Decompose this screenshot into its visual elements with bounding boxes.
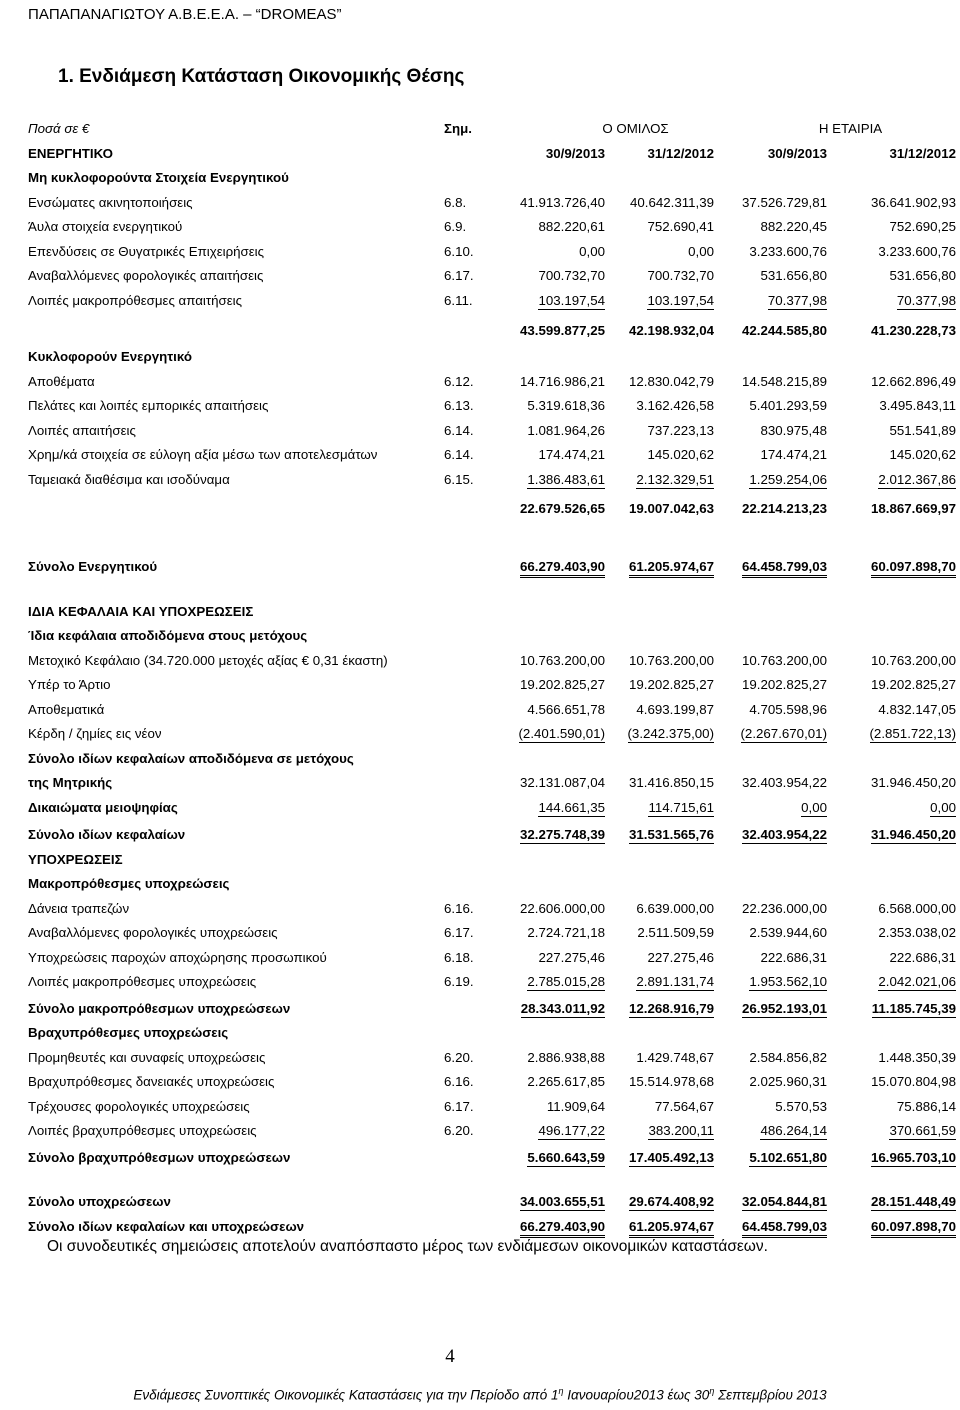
section-heading [28, 625, 960, 650]
value-cell: 103.197,54 [647, 292, 714, 308]
longterm-heading: Μακροπρόθεσμες υποχρεώσεις [28, 876, 230, 891]
value-cell: 12.830.042,79 [628, 373, 714, 389]
value-cell: 1.429.748,67 [636, 1049, 714, 1065]
table-row [28, 290, 960, 315]
row-note: 6.16. [444, 1074, 474, 1089]
footer-sup-2: η [709, 1386, 715, 1396]
table-row [28, 216, 960, 241]
table-row [28, 1071, 960, 1096]
value-cell: 4.705.598,96 [749, 701, 827, 717]
row-label: Λοιπές μακροπρόθεσμες υποχρεώσεις [28, 974, 257, 989]
balance-sheet-table [28, 118, 960, 1240]
row-note: 6.10. [444, 243, 474, 259]
subtotal-cell: 31.946.450,20 [870, 827, 956, 842]
row-label: Λοιπές απαιτήσεις [28, 422, 136, 438]
value-cell: 2.724.721,18 [527, 925, 605, 940]
value-cell: (2.401.590,01) [518, 726, 605, 741]
section-heading [28, 1022, 960, 1047]
value-cell: 32.131.087,04 [519, 775, 605, 790]
header-row [28, 118, 960, 143]
value-cell: 10.763.200,00 [741, 652, 827, 668]
value-cell: 11.909,64 [546, 1098, 605, 1114]
value-cell: 144.661,35 [538, 799, 605, 815]
total-row [28, 1191, 960, 1216]
row-note: 6.14. [444, 422, 474, 438]
value-cell: 3.162.426,58 [636, 398, 714, 413]
value-cell: 1.386.483,61 [527, 471, 605, 487]
footer-text-2: Ιανουαρίου2013 έως 30 [563, 1387, 710, 1403]
group-header: Ο ΟΜΙΛΟΣ [602, 121, 669, 136]
total-cell: 66.279.403,90 [520, 559, 605, 578]
subtotal-cell: 12.268.916,79 [628, 1000, 714, 1016]
footer-text-1: Ενδιάμεσες Συνοπτικές Οικονομικές Καταστάσεις για την Περίοδο από 1 [133, 1387, 559, 1403]
value-cell: 2.584.856,82 [749, 1049, 827, 1065]
row-label: Αναβαλλόμενες φορολογικές υποχρεώσεις [28, 925, 278, 940]
total-cell: 28.151.448,49 [870, 1194, 956, 1209]
value-cell: 0,00 [579, 243, 605, 259]
value-cell: 75.886,14 [896, 1098, 956, 1114]
value-cell: 6.639.000,00 [636, 900, 714, 916]
subtotal-row [28, 1147, 960, 1172]
total-row [28, 556, 960, 581]
value-cell: 2.785.015,28 [527, 974, 605, 989]
company-header: Η ΕΤΑΙΡΙΑ [818, 121, 883, 136]
longterm-total-label: Σύνολο μακροπρόθεσμων υποχρεώσεων [28, 1000, 291, 1016]
value-cell: 551.541,89 [889, 422, 956, 438]
value-cell: 383.200,11 [648, 1123, 714, 1138]
value-cell: 70.377,98 [767, 292, 827, 308]
spacer [28, 1171, 960, 1191]
value-cell: 70.377,98 [896, 292, 956, 308]
value-cell: 114.715,61 [648, 799, 714, 815]
subtotal-cell: 17.405.492,13 [628, 1149, 714, 1165]
footer-sup-1: η [558, 1386, 564, 1396]
table-row [28, 469, 960, 494]
subtotal-row [28, 320, 960, 346]
subtotal-cell: 5.660.643,59 [527, 1149, 605, 1165]
liabilities-heading: ΥΠΟΧΡΕΩΣΕΙΣ [28, 851, 123, 867]
value-cell: 700.732,70 [538, 268, 605, 283]
row-note: 6.20. [444, 1123, 474, 1138]
minority-label: Δικαιώματα μειοψηφίας [28, 799, 178, 815]
value-cell: 3.233.600,76 [878, 243, 956, 259]
value-cell: 22.606.000,00 [519, 900, 605, 916]
table-row [28, 241, 960, 266]
total-cell: 61.205.974,67 [629, 1219, 714, 1238]
row-note: 6.12. [444, 373, 474, 389]
row-note: 6.8. [444, 194, 467, 210]
value-cell: 370.661,59 [889, 1123, 956, 1138]
value-cell: 882.220,61 [538, 219, 605, 234]
amounts-in-label: Ποσά σε € [28, 121, 90, 136]
table-row [28, 1047, 960, 1072]
footer-text-3: Σεπτεμβρίου 2013 [714, 1387, 827, 1403]
row-note: 6.17. [444, 925, 474, 940]
value-cell: 10.763.200,00 [870, 652, 956, 668]
value-cell: 882.220,45 [760, 219, 827, 234]
value-cell: 145.020,62 [889, 447, 956, 462]
value-cell: 2.025.960,31 [749, 1074, 827, 1089]
row-note: 6.13. [444, 398, 474, 413]
value-cell: 10.763.200,00 [628, 652, 714, 668]
table-row [28, 395, 960, 420]
row-note: 6.16. [444, 900, 474, 916]
value-cell: 1.259.254,06 [749, 471, 827, 487]
section-heading [28, 601, 960, 626]
value-cell: 531.656,80 [889, 268, 956, 283]
current-heading: Κυκλοφορούν Ενεργητικό [28, 349, 192, 364]
date-header-row [28, 143, 960, 168]
value-cell: 0,00 [801, 799, 827, 815]
value-cell: 531.656,80 [760, 268, 827, 283]
value-cell: 19.202.825,27 [741, 677, 827, 692]
subtotal-row [28, 824, 960, 849]
total-cell: 60.097.898,70 [871, 559, 956, 578]
page-title: 1. Ενδιάμεση Κατάσταση Οικονομικής Θέσης [58, 66, 465, 87]
value-cell: 4.566.651,78 [527, 701, 605, 717]
row-label: Τρέχουσες φορολογικές υποχρεώσεις [28, 1098, 250, 1114]
value-cell: 14.716.986,21 [519, 373, 605, 389]
value-cell: 737.223,13 [647, 422, 714, 438]
equity-heading: ΙΔΙΑ ΚΕΦΑΛΑΙΑ ΚΑΙ ΥΠΟΧΡΕΩΣΕΙΣ [28, 603, 254, 619]
row-label: Μετοχικό Κεφάλαιο (34.720.000 μετοχές αξίας € 0,31 έκαστη) [28, 652, 388, 668]
value-cell: 222.686,31 [889, 949, 956, 965]
row-label: Υπέρ το Άρτιο [28, 677, 111, 692]
value-cell: 41.913.726,40 [519, 194, 605, 210]
row-label: Αναβαλλόμενες φορολογικές απαιτήσεις [28, 268, 264, 283]
value-cell: 31.946.450,20 [870, 775, 956, 790]
subtotal-row [28, 772, 960, 797]
subtotal-cell: 31.531.565,76 [628, 827, 714, 842]
value-cell: 31.416.850,15 [628, 775, 714, 790]
value-cell: 4.832.147,05 [878, 701, 956, 717]
value-cell: 2.886.938,88 [527, 1049, 605, 1065]
shortterm-total-label: Σύνολο βραχυπρόθεσμων υποχρεώσεων [28, 1149, 291, 1165]
row-note: 6.17. [444, 268, 474, 283]
section-heading [28, 849, 960, 874]
total-liabilities-label: Σύνολο υποχρεώσεων [28, 1194, 171, 1209]
value-cell: 2.511.509,59 [637, 925, 714, 940]
shortterm-heading: Βραχυπρόθεσμες υποχρεώσεις [28, 1025, 229, 1040]
subtotal-cell: 42.198.932,04 [628, 323, 714, 338]
row-label: Προμηθευτές και συναφείς υποχρεώσεις [28, 1049, 266, 1065]
noncurrent-heading: Μη κυκλοφορούντα Στοιχεία Ενεργητικού [28, 170, 289, 185]
value-cell: 174.474,21 [538, 447, 605, 462]
total-equity-liabilities-label: Σύνολο ιδίων κεφαλαίων και υποχρεώσεων [28, 1218, 305, 1234]
value-cell: 1.081.964,26 [527, 422, 605, 438]
value-cell: 0,00 [688, 243, 714, 259]
value-cell: 486.264,14 [760, 1123, 827, 1138]
table-row [28, 971, 960, 996]
subtotal-label-row [28, 748, 960, 773]
total-cell: 32.054.844,81 [741, 1194, 827, 1209]
value-cell: 19.202.825,27 [628, 677, 714, 692]
subtotal-cell: 28.343.011,92 [520, 1000, 605, 1016]
subtotal-cell: 22.679.526,65 [519, 501, 605, 516]
value-cell: 3.495.843,11 [879, 398, 956, 413]
value-cell: 6.568.000,00 [878, 900, 956, 916]
row-note: 6.11. [444, 292, 473, 308]
table-row [28, 420, 960, 445]
row-label: Υποχρεώσεις παροχών αποχώρησης προσωπικού [28, 949, 327, 965]
row-label: Ενσώματες ακινητοποιήσεις [28, 194, 193, 210]
total-cell: 61.205.974,67 [629, 559, 714, 578]
value-cell: 1.953.562,10 [749, 974, 827, 989]
row-note: 6.9. [444, 219, 467, 234]
table-row [28, 898, 960, 923]
value-cell: 19.202.825,27 [519, 677, 605, 692]
value-cell: 2.353.038,02 [878, 925, 956, 940]
value-cell: 22.236.000,00 [741, 900, 827, 916]
value-cell: 77.564,67 [654, 1098, 714, 1114]
total-cell: 29.674.408,92 [628, 1194, 714, 1209]
value-cell: 12.662.896,49 [870, 373, 956, 389]
page-number: 4 [445, 1346, 455, 1367]
row-note: 6.19. [444, 974, 474, 989]
value-cell: 5.401.293,59 [749, 398, 827, 413]
table-row [28, 1096, 960, 1121]
value-cell: 14.548.215,89 [741, 373, 827, 389]
date-header: 31/12/2012 [889, 145, 956, 161]
value-cell: 2.891.131,74 [636, 974, 714, 989]
value-cell: 227.275,46 [647, 949, 714, 965]
subtotal-row [28, 998, 960, 1023]
value-cell: 2.539.944,60 [749, 925, 827, 940]
value-cell: 0,00 [930, 799, 956, 815]
total-row [28, 1216, 960, 1241]
row-label: Λοιπές βραχυπρόθεσμες υποχρεώσεις [28, 1123, 257, 1138]
table-row [28, 922, 960, 947]
table-row [28, 650, 960, 675]
value-cell: (3.242.375,00) [627, 726, 714, 741]
section-heading [28, 873, 960, 898]
row-label: Αποθέματα [28, 373, 95, 389]
value-cell: 5.570,53 [775, 1098, 827, 1114]
row-note: 6.18. [444, 949, 474, 965]
subtotal-cell: 5.102.651,80 [749, 1149, 827, 1165]
date-header: 30/9/2013 [545, 145, 605, 161]
value-cell: (2.267.670,01) [740, 726, 827, 741]
subtotal-cell: 18.867.669,97 [870, 501, 956, 516]
assets-heading: ΕΝΕΡΓΗΤΙΚΟ [28, 145, 113, 161]
table-row [28, 699, 960, 724]
subtotal-cell: 11.185.745,39 [871, 1000, 956, 1016]
value-cell: 3.233.600,76 [749, 243, 827, 259]
total-cell: 64.458.799,03 [742, 1219, 827, 1238]
row-label: Αποθεματικά [28, 701, 105, 717]
row-label: Κέρδη / ζημίες εις νέον [28, 726, 162, 741]
value-cell: 752.690,25 [889, 219, 956, 234]
value-cell: 2.042.021,06 [878, 974, 956, 989]
table-row [28, 265, 960, 290]
subtotal-cell: 43.599.877,25 [519, 323, 605, 338]
parent-equity-label: Σύνολο ιδίων κεφαλαίων αποδιδόμενα σε μετόχους [28, 750, 354, 766]
table-row [28, 192, 960, 217]
table-row [28, 1120, 960, 1145]
section-heading [28, 167, 960, 192]
row-note: 6.15. [444, 471, 474, 487]
row-label: Επενδύσεις σε Θυγατρικές Επιχειρήσεις [28, 243, 265, 259]
total-cell: 66.279.403,90 [520, 1219, 605, 1238]
value-cell: 227.275,46 [538, 949, 605, 965]
footnote: Οι συνοδευτικές σημειώσεις αποτελούν αναπόσπαστο μέρος των ενδιάμεσων οικονομικών καταστάσεων. [47, 1238, 768, 1255]
value-cell: 37.526.729,81 [741, 194, 827, 210]
row-label: Άυλα στοιχεία ενεργητικού [28, 219, 183, 234]
subtotal-cell: 19.007.042,63 [628, 501, 714, 516]
value-cell: 36.641.902,93 [870, 194, 956, 210]
parent-equity-label-2: της Μητρικής [28, 775, 113, 790]
row-note: 6.14. [444, 447, 474, 462]
table-row [28, 444, 960, 469]
row-label: Πελάτες και λοιπές εμπορικές απαιτήσεις [28, 398, 269, 413]
value-cell: (2.851.722,13) [869, 726, 956, 741]
value-cell: 830.975,48 [760, 422, 827, 438]
equity-total-label: Σύνολο ιδίων κεφαλαίων [28, 827, 186, 842]
subtotal-row [28, 498, 960, 524]
value-cell: 145.020,62 [647, 447, 714, 462]
table-row [28, 371, 960, 396]
table-row [28, 674, 960, 699]
row-label: Δάνεια τραπεζών [28, 900, 130, 916]
value-cell: 5.319.618,36 [527, 398, 605, 413]
equity-subheading: Ίδια κεφάλαια αποδιδόμενα στους μετόχους [28, 628, 308, 643]
value-cell: 40.642.311,39 [629, 194, 714, 210]
table-row [28, 797, 960, 822]
row-label: Βραχυπρόθεσμες δανειακές υποχρεώσεις [28, 1074, 275, 1089]
value-cell: 2.132.329,51 [636, 471, 714, 487]
value-cell: 32.403.954,22 [741, 775, 827, 790]
row-note: 6.20. [444, 1049, 474, 1065]
value-cell: 103.197,54 [538, 292, 605, 308]
subtotal-cell: 32.275.748,39 [519, 827, 605, 842]
subtotal-cell: 26.952.193,01 [741, 1000, 827, 1016]
section-heading [28, 346, 960, 371]
subtotal-cell: 32.403.954,22 [741, 827, 827, 842]
row-label: Χρημ/κά στοιχεία σε εύλογη αξία μέσω των αποτελεσμάτων [28, 447, 378, 462]
page-footer [0, 1386, 960, 1403]
page-header: ΠΑΠΑΠΑΝΑΓΙΩΤΟΥ Α.Β.Ε.Ε.Α. – “DROMEAS” [28, 6, 342, 23]
value-cell: 2.012.367,86 [878, 471, 956, 487]
value-cell: 222.686,31 [760, 949, 827, 965]
spacer [28, 581, 960, 601]
value-cell: 2.265.617,85 [527, 1074, 605, 1089]
table-row [28, 723, 960, 748]
date-header: 30/9/2013 [767, 145, 827, 161]
value-cell: 4.693.199,87 [636, 701, 714, 717]
value-cell: 752.690,41 [647, 219, 714, 234]
subtotal-cell: 42.244.585,80 [741, 323, 827, 338]
value-cell: 10.763.200,00 [519, 652, 605, 668]
total-cell: 34.003.655,51 [519, 1194, 605, 1209]
date-header: 31/12/2012 [647, 145, 714, 161]
total-cell: 60.097.898,70 [871, 1219, 956, 1238]
value-cell: 15.514.978,68 [628, 1074, 714, 1089]
row-label: Ταμειακά διαθέσιμα και ισοδύναμα [28, 471, 230, 487]
value-cell: 496.177,22 [538, 1123, 605, 1138]
value-cell: 700.732,70 [647, 268, 714, 283]
subtotal-cell: 16.965.703,10 [870, 1149, 956, 1165]
value-cell: 174.474,21 [760, 447, 827, 462]
row-note: 6.17. [444, 1098, 474, 1114]
total-assets-label: Σύνολο Ενεργητικού [28, 559, 158, 574]
spacer [28, 524, 960, 556]
value-cell: 19.202.825,27 [870, 677, 956, 692]
value-cell: 15.070.804,98 [870, 1074, 956, 1089]
subtotal-cell: 22.214.213,23 [741, 501, 827, 516]
note-header: Σημ. [444, 121, 472, 136]
table-row [28, 947, 960, 972]
subtotal-cell: 41.230.228,73 [870, 323, 956, 338]
total-cell: 64.458.799,03 [742, 559, 827, 578]
value-cell: 1.448.350,39 [878, 1049, 956, 1065]
row-label: Λοιπές μακροπρόθεσμες απαιτήσεις [28, 292, 243, 308]
